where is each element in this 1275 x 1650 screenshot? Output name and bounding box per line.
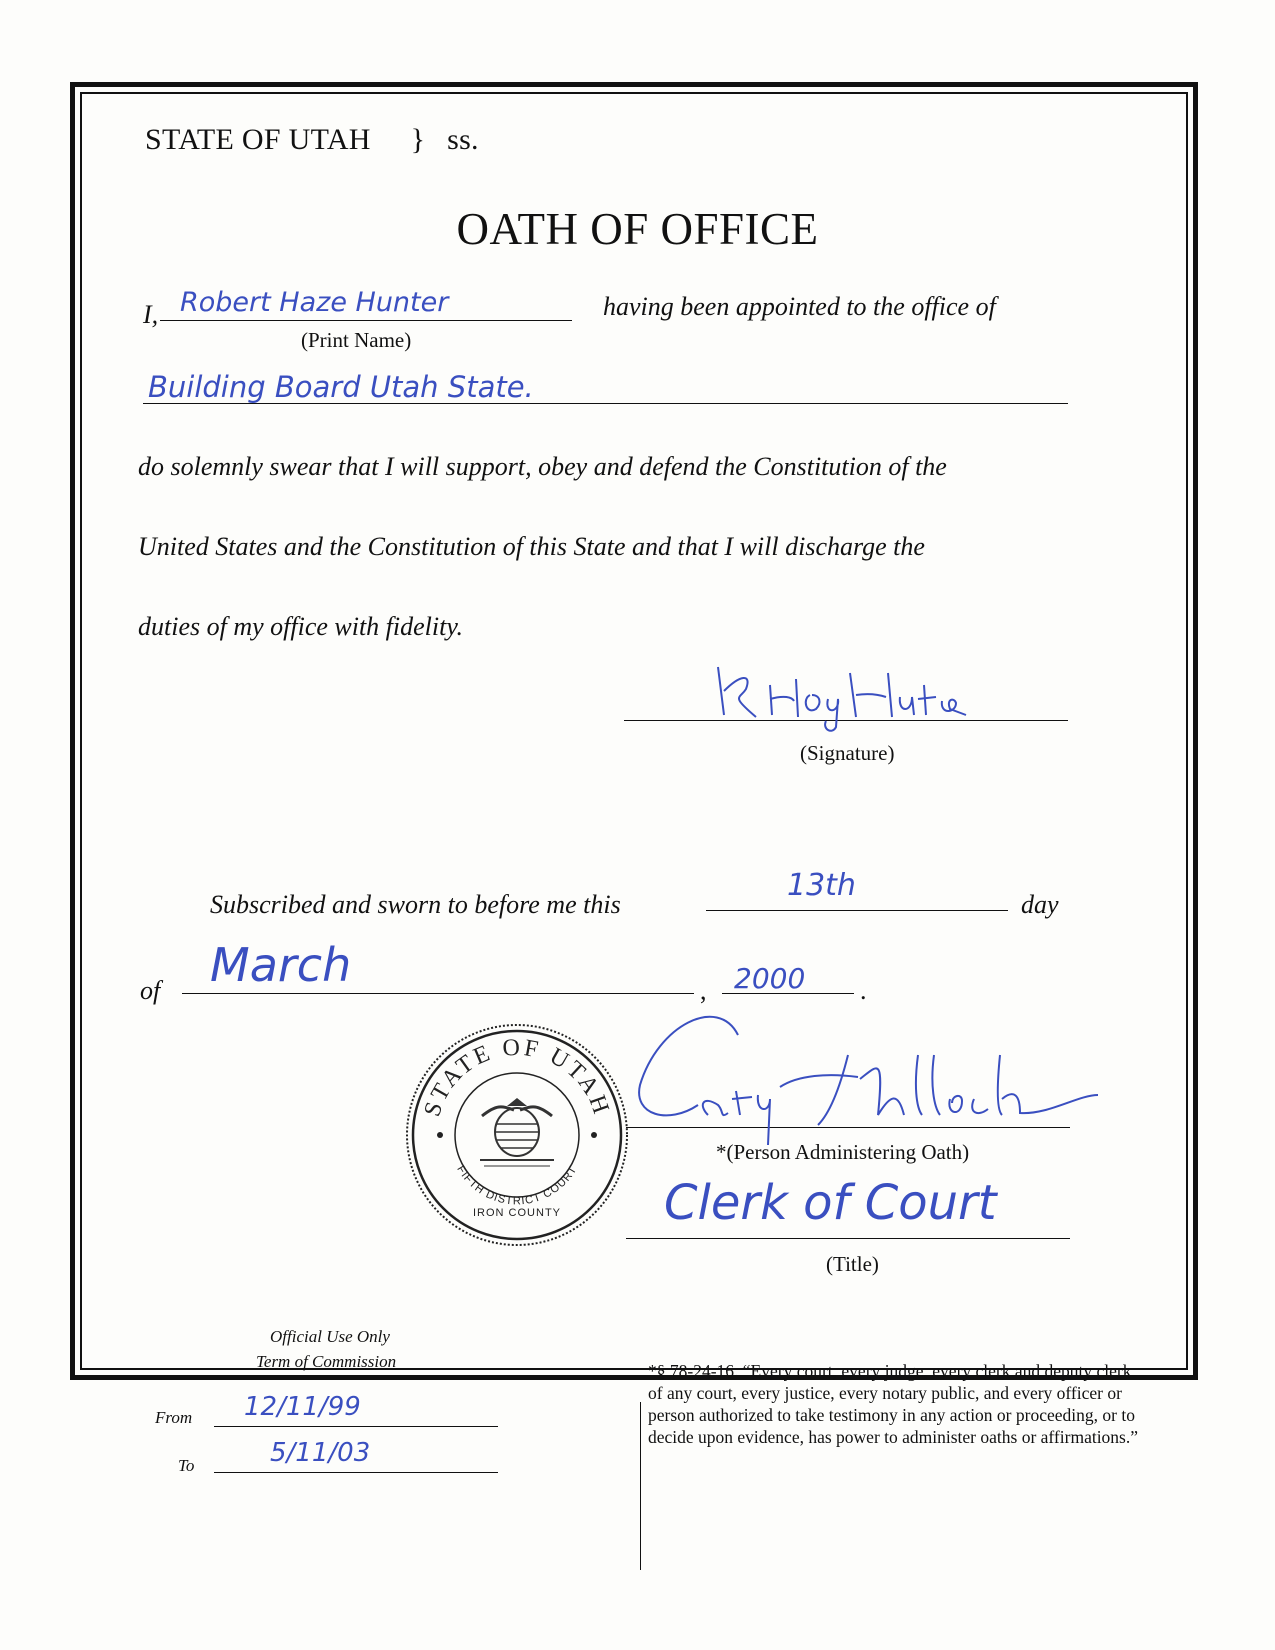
- term-label: Term of Commission: [256, 1352, 397, 1371]
- from-value: 12/11/99: [244, 1392, 361, 1422]
- administrator-signature: [628, 995, 1108, 1145]
- footer-divider: [640, 1402, 641, 1570]
- month-value: March: [210, 938, 352, 992]
- day-line: [706, 910, 1008, 911]
- state-seal: [402, 1020, 632, 1250]
- year-value: 2000: [734, 962, 806, 995]
- inner-border: [80, 92, 1188, 1370]
- appointed-text: having been appointed to the office of: [603, 292, 996, 321]
- day-word: day: [1021, 890, 1059, 919]
- to-line: [214, 1472, 498, 1473]
- state-label: STATE OF UTAH: [145, 123, 371, 156]
- title-caption: (Title): [826, 1252, 879, 1276]
- seal-county-text: IRON COUNTY: [473, 1207, 561, 1219]
- to-label: To: [178, 1456, 195, 1475]
- document-title: OATH OF OFFICE: [456, 204, 819, 254]
- seal-top-text: STATE OF UTAH: [419, 1034, 615, 1120]
- period-mark: .: [860, 976, 867, 1005]
- from-line: [214, 1426, 498, 1427]
- official-use-label: Official Use Only: [270, 1327, 390, 1346]
- oath-taker-signature: [700, 655, 970, 735]
- venue-line: [145, 123, 479, 157]
- oath-line-2: United States and the Constitution of this State and that I will discharge the: [138, 532, 925, 561]
- signature-caption: (Signature): [800, 741, 895, 765]
- oath-line-3: duties of my office with fidelity.: [138, 612, 463, 641]
- print-name-value: Robert Haze Hunter: [180, 287, 449, 318]
- seal-bottom-text: FIFTH DISTRICT COURT: [454, 1163, 580, 1208]
- to-value: 5/11/03: [270, 1438, 371, 1468]
- state-ss: ss.: [447, 123, 479, 156]
- comma-mark: ,: [700, 976, 707, 1005]
- print-name-caption: (Print Name): [301, 328, 412, 352]
- from-label: From: [155, 1408, 193, 1427]
- svg-text:FIFTH DISTRICT COURT: [454, 1164, 579, 1208]
- office-value: Building Board Utah State.: [148, 370, 534, 404]
- print-name-line: [160, 320, 572, 321]
- state-brace: }: [410, 123, 426, 156]
- oath-line-1: do solemnly swear that I will support, obey and defend the Constitution of the: [138, 452, 947, 481]
- title-value: Clerk of Court: [664, 1175, 997, 1231]
- day-value: 13th: [787, 868, 856, 903]
- of-word: of: [140, 976, 161, 1005]
- month-line: [182, 993, 694, 994]
- intro-prefix: I,: [143, 300, 159, 329]
- subscribed-text: Subscribed and sworn to before me this: [210, 890, 621, 919]
- statute-note: *§ 78-24-16. “Every court, every judge, every clerk and deputy clerk of any court, every justice, every notary public, and every officer or person authorized to take testimony in any action or proceeding, or to decide upon evidence, has power to administer oaths or affirmations.”: [648, 1361, 1139, 1447]
- administrator-caption: *(Person Administering Oath): [716, 1140, 970, 1164]
- title-line: [626, 1238, 1070, 1239]
